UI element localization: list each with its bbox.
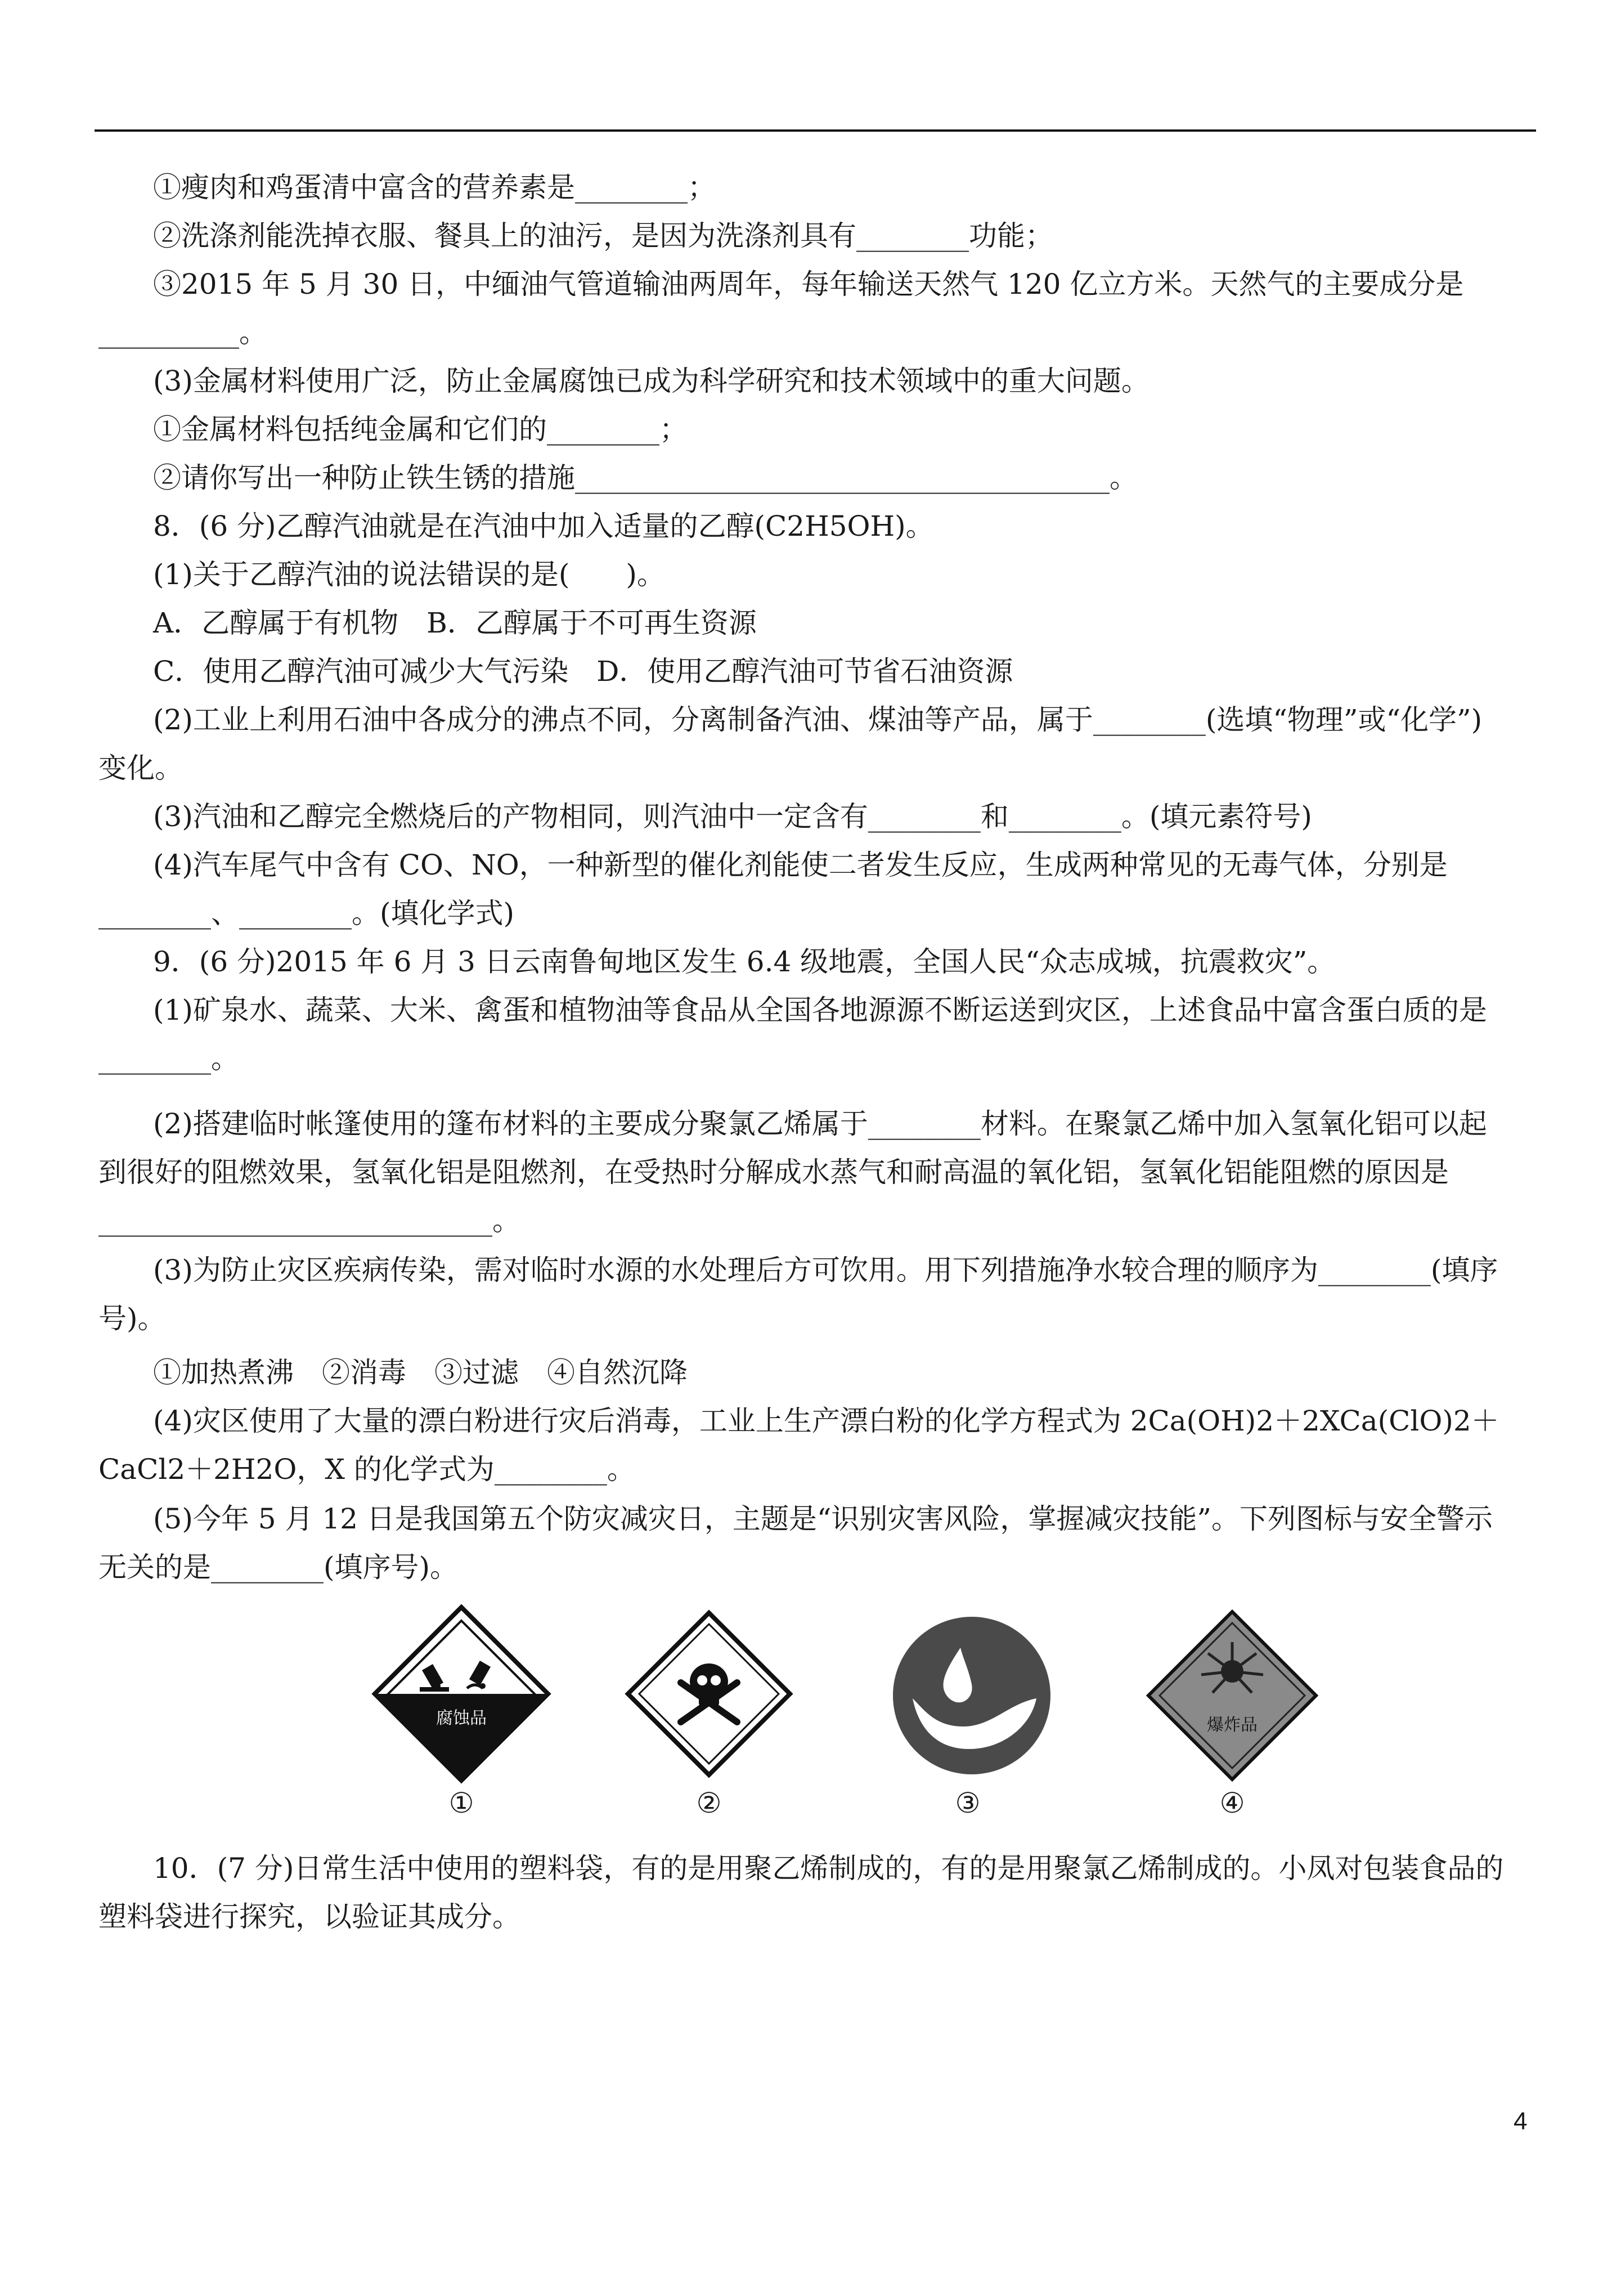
text-line: ①瘦肉和鸡蛋清中富含的营养素是________； [153,171,716,204]
sign-label: ③ [955,1787,981,1819]
text-line: (3)汽油和乙醇完全燃烧后的产物相同，则汽油中一定含有________和________。(填元素符号) [153,800,1312,833]
text-line: ________。 [98,1042,239,1075]
text-line: (1)关于乙醇汽油的说法错误的是( )。 [153,558,665,591]
text-line: 无关的是________(填序号)。 [98,1551,459,1584]
text-line: (3)金属材料使用广泛，防止金属腐蚀已成为科学研究和技术领域中的重大问题。 [153,365,1149,397]
water-saving-icon [890,1614,1053,1779]
text-line: ____________________________。 [98,1204,520,1237]
text-line: (1)矿泉水、蔬菜、大米、禽蛋和植物油等食品从全国各地源源不断运送到灾区，上述食品中富含蛋白质的是 [153,994,1487,1026]
question-heading: 8．(6 分)乙醇汽油就是在汽油中加入适量的乙醇(C2H5OH)。 [153,510,934,542]
text-line: CaCl2＋2H2O，X 的化学式为________。 [98,1453,635,1486]
sign-caption: 腐蚀品 [436,1708,487,1728]
text-line: (3)为防止灾区疾病传染，需对临时水源的水处理后方可饮用。用下列措施净水较合理的顺序为________(填序 [153,1254,1498,1286]
text-line: (4)汽车尾气中含有 CO、NO，一种新型的催化剂能使二者发生反应，生成两种常见的无毒气体，分别是 [153,849,1448,881]
option-line: A．乙醇属于有机物 B．乙醇属于不可再生资源 [153,607,757,639]
sign-label: ① [448,1787,474,1819]
explosive-icon [1145,1608,1319,1785]
header-rule [95,129,1536,132]
question-heading: 10．(7 分)日常生活中使用的塑料袋，有的是用聚乙烯制成的，有的是用聚氯乙烯制成的。小凤对包装食品的 [153,1852,1504,1885]
sign-label: ② [696,1787,722,1819]
text-line: 到很好的阻燃效果，氢氧化铝是阻燃剂，在受热时分解成水蒸气和耐高温的氧化铝，氢氧化铝能阻燃的原因是 [98,1156,1449,1189]
text-line: ①金属材料包括纯金属和它们的________； [153,413,688,446]
question-heading: 9．(6 分)2015 年 6 月 3 日云南鲁甸地区发生 6.4 级地震，全国人民“众志成城，抗震救灾”。 [153,945,1336,978]
text-line: (2)搭建临时帐篷使用的篷布材料的主要成分聚氯乙烯属于________材料。在聚氯乙烯中加入氢氧化铝可以起 [153,1107,1487,1140]
option-line: C．使用乙醇汽油可减少大气污染 D．使用乙醇汽油可节省石油资源 [153,655,1013,688]
text-line: (5)今年 5 月 12 日是我国第五个防灾减灾日，主题是“识别灾害风险，掌握减灾技能”。下列图标与安全警示 [153,1503,1493,1535]
corrosive-icon [371,1604,551,1786]
text-line: 变化。 [98,752,183,784]
option-line: ①加热煮沸 ②消毒 ③过滤 ④自然沉降 [153,1356,688,1389]
text-line: ③2015 年 5 月 30 日，中缅油气管道输油两周年，每年输送天然气 120 亿立方米。天然气的主要成分是 [153,268,1464,301]
text-line: (2)工业上利用石油中各成分的沸点不同，分离制备汽油、煤油等产品，属于________(选填“物理”或“化学”) [153,703,1483,736]
text-line: ②请你写出一种防止铁生锈的措施______________________________________。 [153,461,1138,494]
text-line: ②洗涤剂能洗掉衣服、餐具上的油污，是因为洗涤剂具有________功能； [153,219,1053,252]
text-line: 号)。 [98,1302,166,1335]
text-line: __________。 [98,316,267,349]
page-number: 4 [1514,2107,1528,2135]
toxic-skull-icon [625,1609,793,1781]
text-line: ________、________。(填化学式) [98,897,515,930]
text-line: 塑料袋进行探究，以验证其成分。 [98,1900,520,1933]
text-line: (4)灾区使用了大量的漂白粉进行灾后消毒，工业上生产漂白粉的化学方程式为 2Ca(OH)2＋2XCa(ClO)2＋ [153,1405,1499,1437]
sign-label: ④ [1219,1787,1245,1819]
sign-caption: 爆炸品 [1207,1715,1258,1735]
